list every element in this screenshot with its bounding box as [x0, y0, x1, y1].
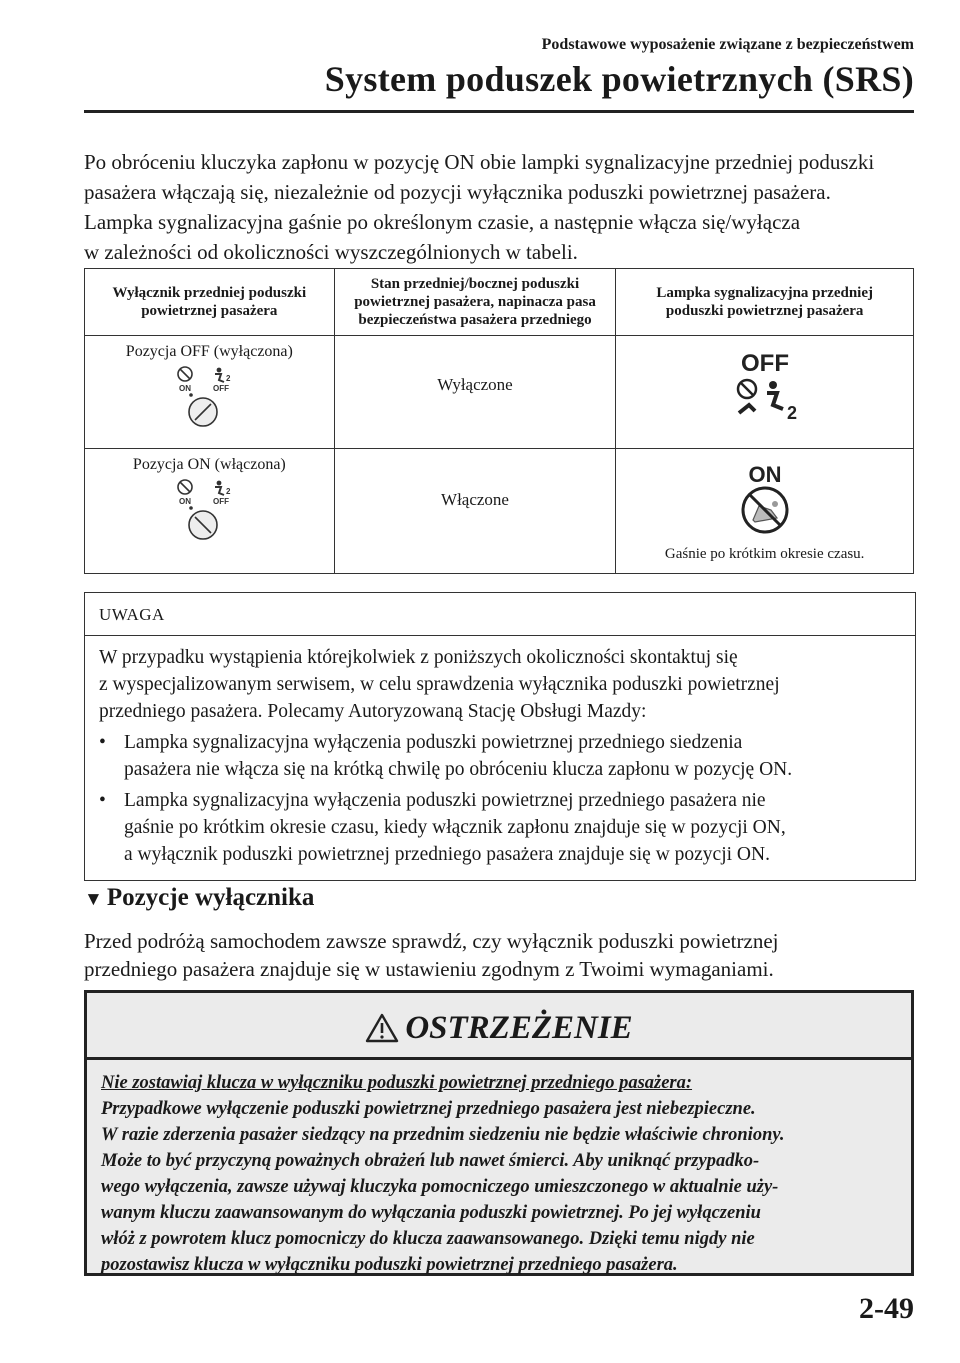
switch-position-label: Pozycja OFF (wyłączona): [125, 343, 293, 360]
header-line: bezpieczeństwa pasażera przedniego: [358, 312, 592, 328]
warning-line: Może to być przyczyną poważnych obrażeń lub nawet śmierci. Aby uniknąć przypadko-: [101, 1151, 760, 1171]
warning-line: wanym kluczu zaawansowanym do wyłączania poduszki powietrznej. Po jej wyłączeniu: [101, 1203, 761, 1223]
section-marker-icon: ▼: [84, 889, 103, 910]
page-title: System poduszek powietrznych (SRS): [324, 59, 914, 99]
bullet-line: gaśnie po krótkim okresie czasu, kiedy włącznik zapłonu znajduje się w pozycji ON,: [124, 817, 786, 838]
section-title: Pozycje wyłącznika: [106, 884, 315, 911]
warning-body: [87, 1060, 911, 1278]
intro-line: Lampka sygnalizacyjna gaśnie po określonym czasie, a następnie włącza się/wyłącza: [84, 210, 801, 234]
bullet-line: Lampka sygnalizacyjna wyłączenia poduszki powietrznej przedniego siedzenia: [124, 732, 743, 753]
cell-indicator-lamp: [616, 336, 914, 449]
cell-airbag-state: [334, 449, 616, 574]
knob-num: 2: [226, 374, 231, 383]
table-row-off: [85, 336, 914, 449]
lamp-text: ON: [748, 462, 782, 487]
airbag-off-indicator-icon: [725, 349, 805, 429]
header-line: powietrznej pasażera, napinacza pasa: [354, 294, 596, 310]
airbag-on-indicator-icon: [725, 462, 805, 538]
bullet-line: pasażera nie włącza się na krótką chwilę po obróceniu klucza zapłonu w pozycję ON.: [124, 759, 793, 780]
section-line: Przed podróżą samochodem zawsze sprawdź, czy wyłącznik poduszki powietrznej: [84, 929, 779, 953]
intro-line: w zależności od okoliczności wyszczególnionych w tabeli.: [84, 240, 578, 264]
cell-indicator-lamp: [616, 449, 914, 574]
note-line: W przypadku wystąpienia którejkolwiek z poniższych okoliczności skontaktuj się: [99, 647, 738, 668]
switch-position-label: Pozycja ON (włączona): [132, 456, 286, 473]
header-section-label: Podstawowe wyposażenie związane z bezpieczeństwem: [541, 36, 914, 53]
table-header-row: [85, 269, 914, 336]
warning-title: OSTRZEŻENIE: [405, 1010, 633, 1046]
section-heading: [84, 884, 314, 912]
intro-line: pasażera włączają się, niezależnie od pozycji wyłącznika poduszki powietrznej pasażera.: [84, 180, 831, 204]
note-line: z wyspecjalizowanym serwisem, w celu sprawdzenia wyłącznika poduszki powietrznej: [99, 674, 780, 695]
bullet-line: Lampka sygnalizacyjna wyłączenia poduszki powietrznej przedniego pasażera nie: [124, 790, 766, 811]
note-bullet-item: [99, 729, 901, 783]
intro-paragraph: [84, 147, 924, 267]
airbag-switch-on-icon: [169, 478, 249, 546]
warning-box: [84, 990, 914, 1276]
col-header-lamp: [616, 269, 914, 336]
warning-line: W razie zderzenia pasażer siedzący na przednim siedzeniu nie będzie właściwie chroniony.: [101, 1125, 785, 1145]
warning-lead-line: Nie zostawiaj klucza w wyłączniku poduszki powietrznej przedniego pasażera:: [101, 1073, 693, 1093]
bullet-dot: •: [99, 790, 106, 811]
note-title: UWAGA: [85, 593, 915, 636]
header-line: Lampka sygnalizacyjna przedniej: [656, 285, 874, 301]
warning-line: wego wyłączenia, zawsze używaj kluczyka pomocniczego umieszczonego w aktualnie uży-: [101, 1177, 779, 1197]
knob-num: 2: [226, 487, 231, 496]
table-row-on: [85, 449, 914, 574]
cell-airbag-state: [334, 336, 616, 449]
note-box: [84, 592, 916, 881]
knob-on-label: ON: [179, 384, 192, 393]
page-number: 2-49: [859, 1292, 914, 1325]
note-line: przedniego pasażera. Polecamy Autoryzowaną Stację Obsługi Mazdy:: [99, 701, 647, 722]
lamp-num: 2: [786, 403, 797, 423]
header-rule: [84, 110, 914, 113]
knob-off-label: OFF: [213, 497, 230, 506]
lamp-note: Gaśnie po krótkim okresie czasu.: [664, 546, 865, 562]
cell-switch-position: [85, 336, 335, 449]
intro-line: Po obróceniu kluczyka zapłonu w pozycję ON obie lampki sygnalizacyjne przedniej poduszki: [84, 150, 875, 174]
cell-switch-position: [85, 449, 335, 574]
header-line: Wyłącznik przedniej poduszki: [112, 285, 307, 301]
header-line: poduszki powietrznej pasażera: [665, 303, 864, 319]
warning-line: pozostawisz klucza w wyłączniku poduszki powietrznej przedniego pasażera.: [101, 1255, 678, 1275]
bullet-line: a wyłącznik poduszki powietrznej przedniego pasażera znajduje się w pozycji ON.: [124, 844, 770, 865]
airbag-switch-off-icon: [169, 365, 249, 433]
col-header-switch: [85, 269, 335, 336]
bullet-dot: •: [99, 732, 106, 753]
header-line: powietrznej pasażera: [141, 303, 278, 319]
warning-header: [87, 993, 911, 1060]
knob-on-label: ON: [179, 497, 192, 506]
note-bullet-item: [99, 787, 901, 868]
section-paragraph: [84, 927, 779, 983]
warning-line: Przypadkowe wyłączenie poduszki powietrznej przedniego pasażera jest niebezpieczne.: [101, 1099, 756, 1119]
header-line: Stan przedniej/bocznej poduszki: [370, 276, 580, 292]
airbag-state-label: Wyłączone: [437, 375, 513, 394]
lamp-text: OFF: [740, 350, 789, 377]
warning-triangle-icon: [365, 1013, 399, 1043]
note-body: [85, 636, 915, 880]
col-header-state: [334, 269, 616, 336]
airbag-state-label: Włączone: [441, 490, 509, 509]
knob-off-label: OFF: [213, 384, 230, 393]
warning-line: włóż z powrotem klucz pomocniczy do klucza zaawansowanego. Dzięki temu nigdy nie: [101, 1229, 755, 1249]
switch-status-table: [84, 268, 914, 574]
section-line: przedniego pasażera znajduje się w ustawieniu zgodnym z Twoimi wymaganiami.: [84, 957, 774, 981]
